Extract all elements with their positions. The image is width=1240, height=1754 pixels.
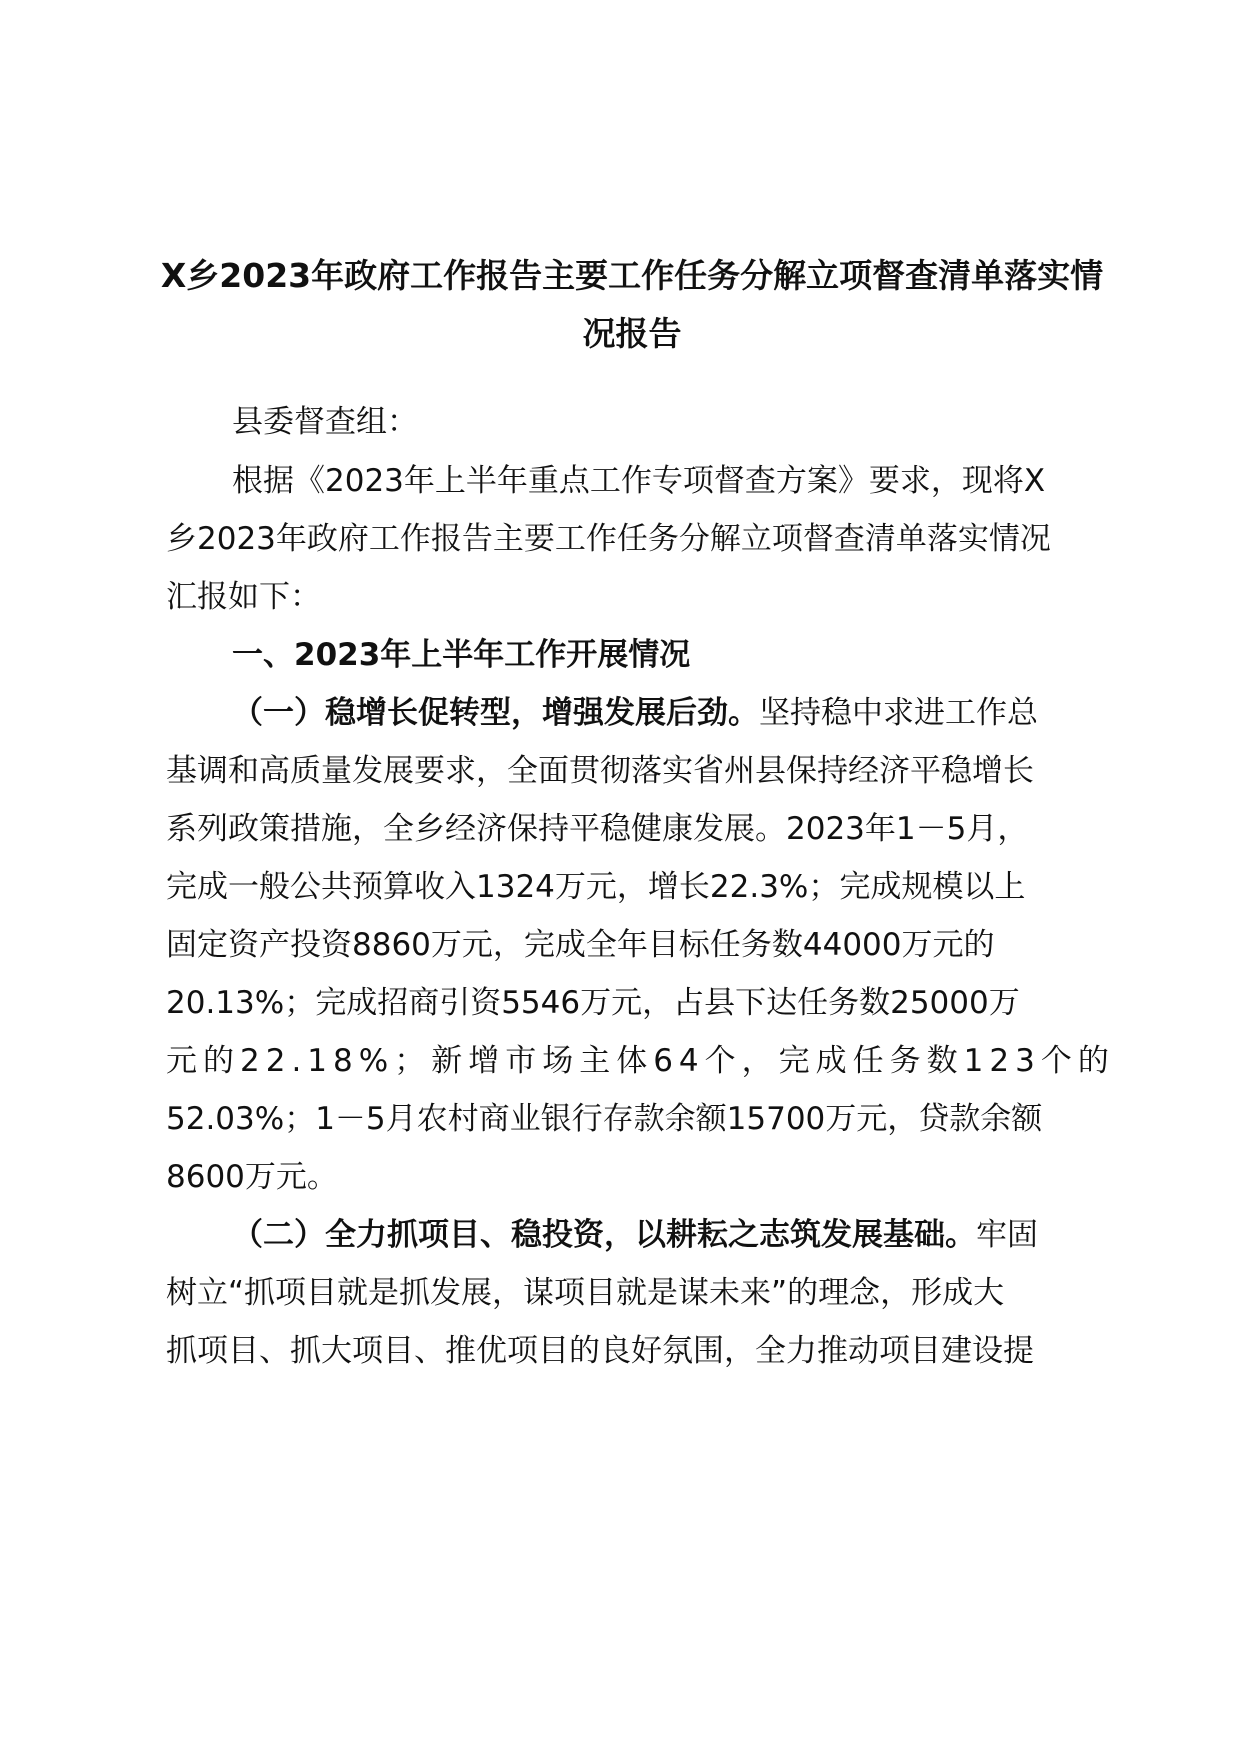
paragraph-1-line: 元的22.18%；新增市场主体64个，完成任务数123个的 [166,1043,1115,1079]
paragraph-2-lead: 牢固 [976,1217,1038,1253]
paragraph-1-line: 20.13%；完成招商引资5546万元，占县下达任务数25000万 [166,985,1020,1021]
paragraph-1-line: 基调和高质量发展要求，全面贯彻落实省州县保持经济平稳增长 [166,753,1034,789]
salutation: 县委督查组： [232,404,418,440]
paragraph-2-line: 树立“抓项目就是抓发展，谋项目就是谋未来”的理念，形成大 [166,1275,1005,1311]
paragraph-1-lead: 坚持稳中求进工作总 [759,695,1038,731]
intro-line-2: 乡2023年政府工作报告主要工作任务分解立项督查清单落实情况 [166,521,1051,557]
section-heading: 一、2023年上半年工作开展情况 [232,637,691,673]
intro-line-3: 汇报如下： [166,579,321,615]
paragraph-1-line: 系列政策措施，全乡经济保持平稳健康发展。2023年1－5月， [166,811,1029,847]
paragraph-1-line: 固定资产投资8860万元，完成全年目标任务数44000万元的 [166,927,995,963]
paragraph-2-line: 抓项目、抓大项目、推优项目的良好氛围，全力推动项目建设提 [166,1333,1034,1369]
paragraph-1-line: 完成一般公共预算收入1324万元，增长22.3%；完成规模以上 [166,869,1026,905]
paragraph-1-line: 8600万元。 [166,1159,338,1195]
document-title-line-2: 况报告 [582,314,682,353]
paragraph-1-heading: （一）稳增长促转型，增强发展后劲。 [232,695,759,731]
paragraph-2-first-line [232,1209,1038,1254]
paragraph-1-line: 52.03%；1－5月农村商业银行存款余额15700万元，贷款余额 [166,1101,1043,1137]
paragraph-2-heading: （二）全力抓项目、稳投资，以耕耘之志筑发展基础。 [232,1217,976,1253]
paragraph-1-first-line [232,687,1038,732]
document-title-line-1: X乡2023年政府工作报告主要工作任务分解立项督查清单落实情 [160,256,1104,295]
intro-line-1: 根据《2023年上半年重点工作专项督查方案》要求，现将X [232,463,1046,499]
